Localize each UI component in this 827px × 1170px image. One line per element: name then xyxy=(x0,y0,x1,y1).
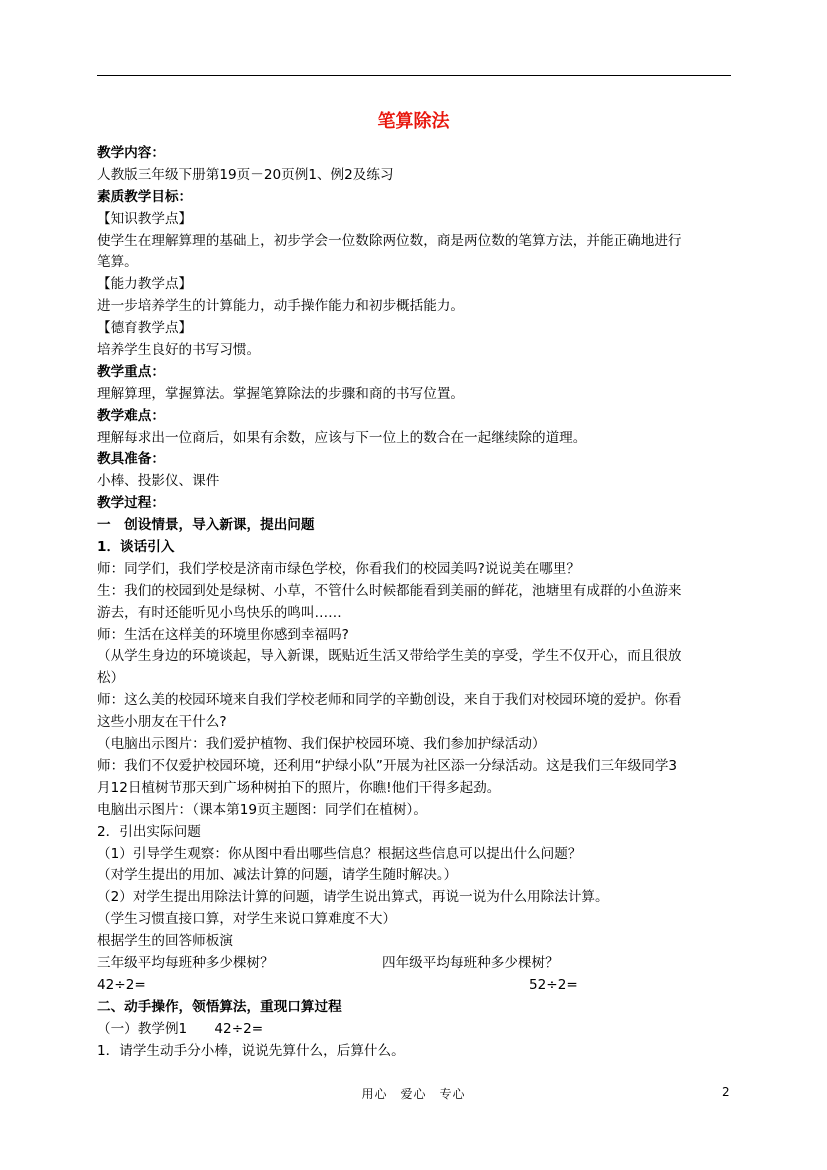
section-heading: 教学重点： xyxy=(97,363,165,380)
paragraph-line: 1．请学生动手分小棒，说说先算什么，后算什么。 xyxy=(97,1042,405,1059)
paragraph-line: （一）教学例1 42÷2= xyxy=(97,1020,264,1037)
expression-row xyxy=(97,975,737,997)
paragraph-line: 师：生活在这样美的环境里你感到幸福吗? xyxy=(97,626,349,643)
paragraph-line: 进一步培养学生的计算能力，动手操作能力和初步概括能力。 xyxy=(97,298,465,315)
document-title: 笔算除法 xyxy=(377,111,450,132)
question-row xyxy=(97,953,737,975)
paragraph-line: 理解每求出一位商后，如果有余数，应该与下一位上的数合在一起继续除的道理。 xyxy=(97,429,587,446)
paragraph-line: 小棒、投影仪、课件 xyxy=(97,473,220,490)
footer-motto: 用心 爱心 专心 xyxy=(361,1087,466,1101)
paragraph-line: 理解算理，掌握算法。掌握笔算除法的步骤和商的书写位置。 xyxy=(97,385,465,402)
section-heading: 教学内容： xyxy=(97,145,165,161)
paragraph-line: 师：这么美的校园环境来自我们学校老师和同学的辛勤创设，来自于我们对校园环境的爱护。你看 xyxy=(97,692,682,709)
paragraph-line: （对学生提出的用加、减法计算的问题，请学生随时解决。） xyxy=(97,867,458,884)
paragraph-line: （从学生身边的环境谈起，导入新课，既贴近生活又带给学生美的享受，学生不仅开心，而且很放 xyxy=(97,648,682,665)
paragraph-line: 师：同学们，我们学校是济南市绿色学校，你看我们的校园美吗?说说美在哪里？ xyxy=(97,560,580,577)
paragraph-line: 根据学生的回答师板演 xyxy=(97,933,233,950)
paragraph-line: 【知识教学点】 xyxy=(97,210,193,227)
expression-right: 52÷2= xyxy=(529,976,578,993)
paragraph-line: （2）对学生提出用除法计算的问题，请学生说出算式，再说一说为什么用除法计算。 xyxy=(97,889,609,906)
paragraph-line: 松） xyxy=(97,670,125,687)
paragraph-line: 师：我们不仅爱护校园环境，还利用“护绿小队”开展为社区添一分绿活动。这是我们三年级同学3 xyxy=(97,757,678,774)
section-heading: 教具准备： xyxy=(97,451,165,468)
expression-left: 42÷2= xyxy=(97,976,146,993)
paragraph-line: 【能力教学点】 xyxy=(97,276,193,293)
paragraph-line: 培养学生良好的书写习惯。 xyxy=(97,342,261,359)
paragraph-line: （学生习惯直接口算，对学生来说口算难度不大） xyxy=(97,911,397,928)
paragraph-line: 月12日植树节那天到广场种树拍下的照片，你瞧!他们干得多起劲。 xyxy=(97,779,501,796)
header-rule xyxy=(97,75,731,76)
paragraph-line: （电脑出示图片：我们爱护植物、我们保护校园环境、我们参加护绿活动） xyxy=(97,736,546,753)
section-heading: 素质教学目标： xyxy=(97,188,193,205)
section-heading: 教学过程： xyxy=(97,495,165,512)
paragraph-line: 生：我们的校园到处是绿树、小草，不管什么时候都能看到美丽的鲜花，池塘里有成群的小鱼游来 xyxy=(97,582,682,599)
paragraph-line: 电脑出示图片：（课本第19页主题图：同学们在植树）。 xyxy=(97,801,427,818)
section-heading: 1．谈话引入 xyxy=(97,539,175,556)
paragraph-line: 使学生在理解算理的基础上，初步学会一位数除两位数，商是两位数的笔算方法，并能正确地进行 xyxy=(97,232,682,249)
section-heading: 教学难点： xyxy=(97,407,165,424)
section-heading: 二、动手操作，领悟算法，重现口算过程 xyxy=(97,998,342,1015)
paragraph-line: 笔算。 xyxy=(97,254,138,271)
paragraph-line: 2．引出实际问题 xyxy=(97,823,201,840)
paragraph-line: （1）引导学生观察：你从图中看出哪些信息？根据这些信息可以提出什么问题？ xyxy=(97,845,582,862)
paragraph-line: 【德育教学点】 xyxy=(97,320,193,337)
body-lines xyxy=(97,143,737,953)
paragraph-line: 游去，有时还能听见小鸟快乐的鸣叫…… xyxy=(97,604,342,621)
document-body xyxy=(97,143,737,1062)
paragraph-line: 人教版三年级下册第19页－20页例1、例2及练习 xyxy=(97,166,394,183)
page-number: 2 xyxy=(722,1085,730,1099)
section-heading: 一 创设情景，导入新课，提出问题 xyxy=(97,517,315,534)
paragraph-line: 这些小朋友在干什么? xyxy=(97,714,227,731)
body-tail-lines xyxy=(97,997,737,1063)
question-grade-three: 三年级平均每班种多少棵树？ xyxy=(97,954,274,971)
question-grade-four: 四年级平均每班种多少棵树？ xyxy=(382,954,559,971)
